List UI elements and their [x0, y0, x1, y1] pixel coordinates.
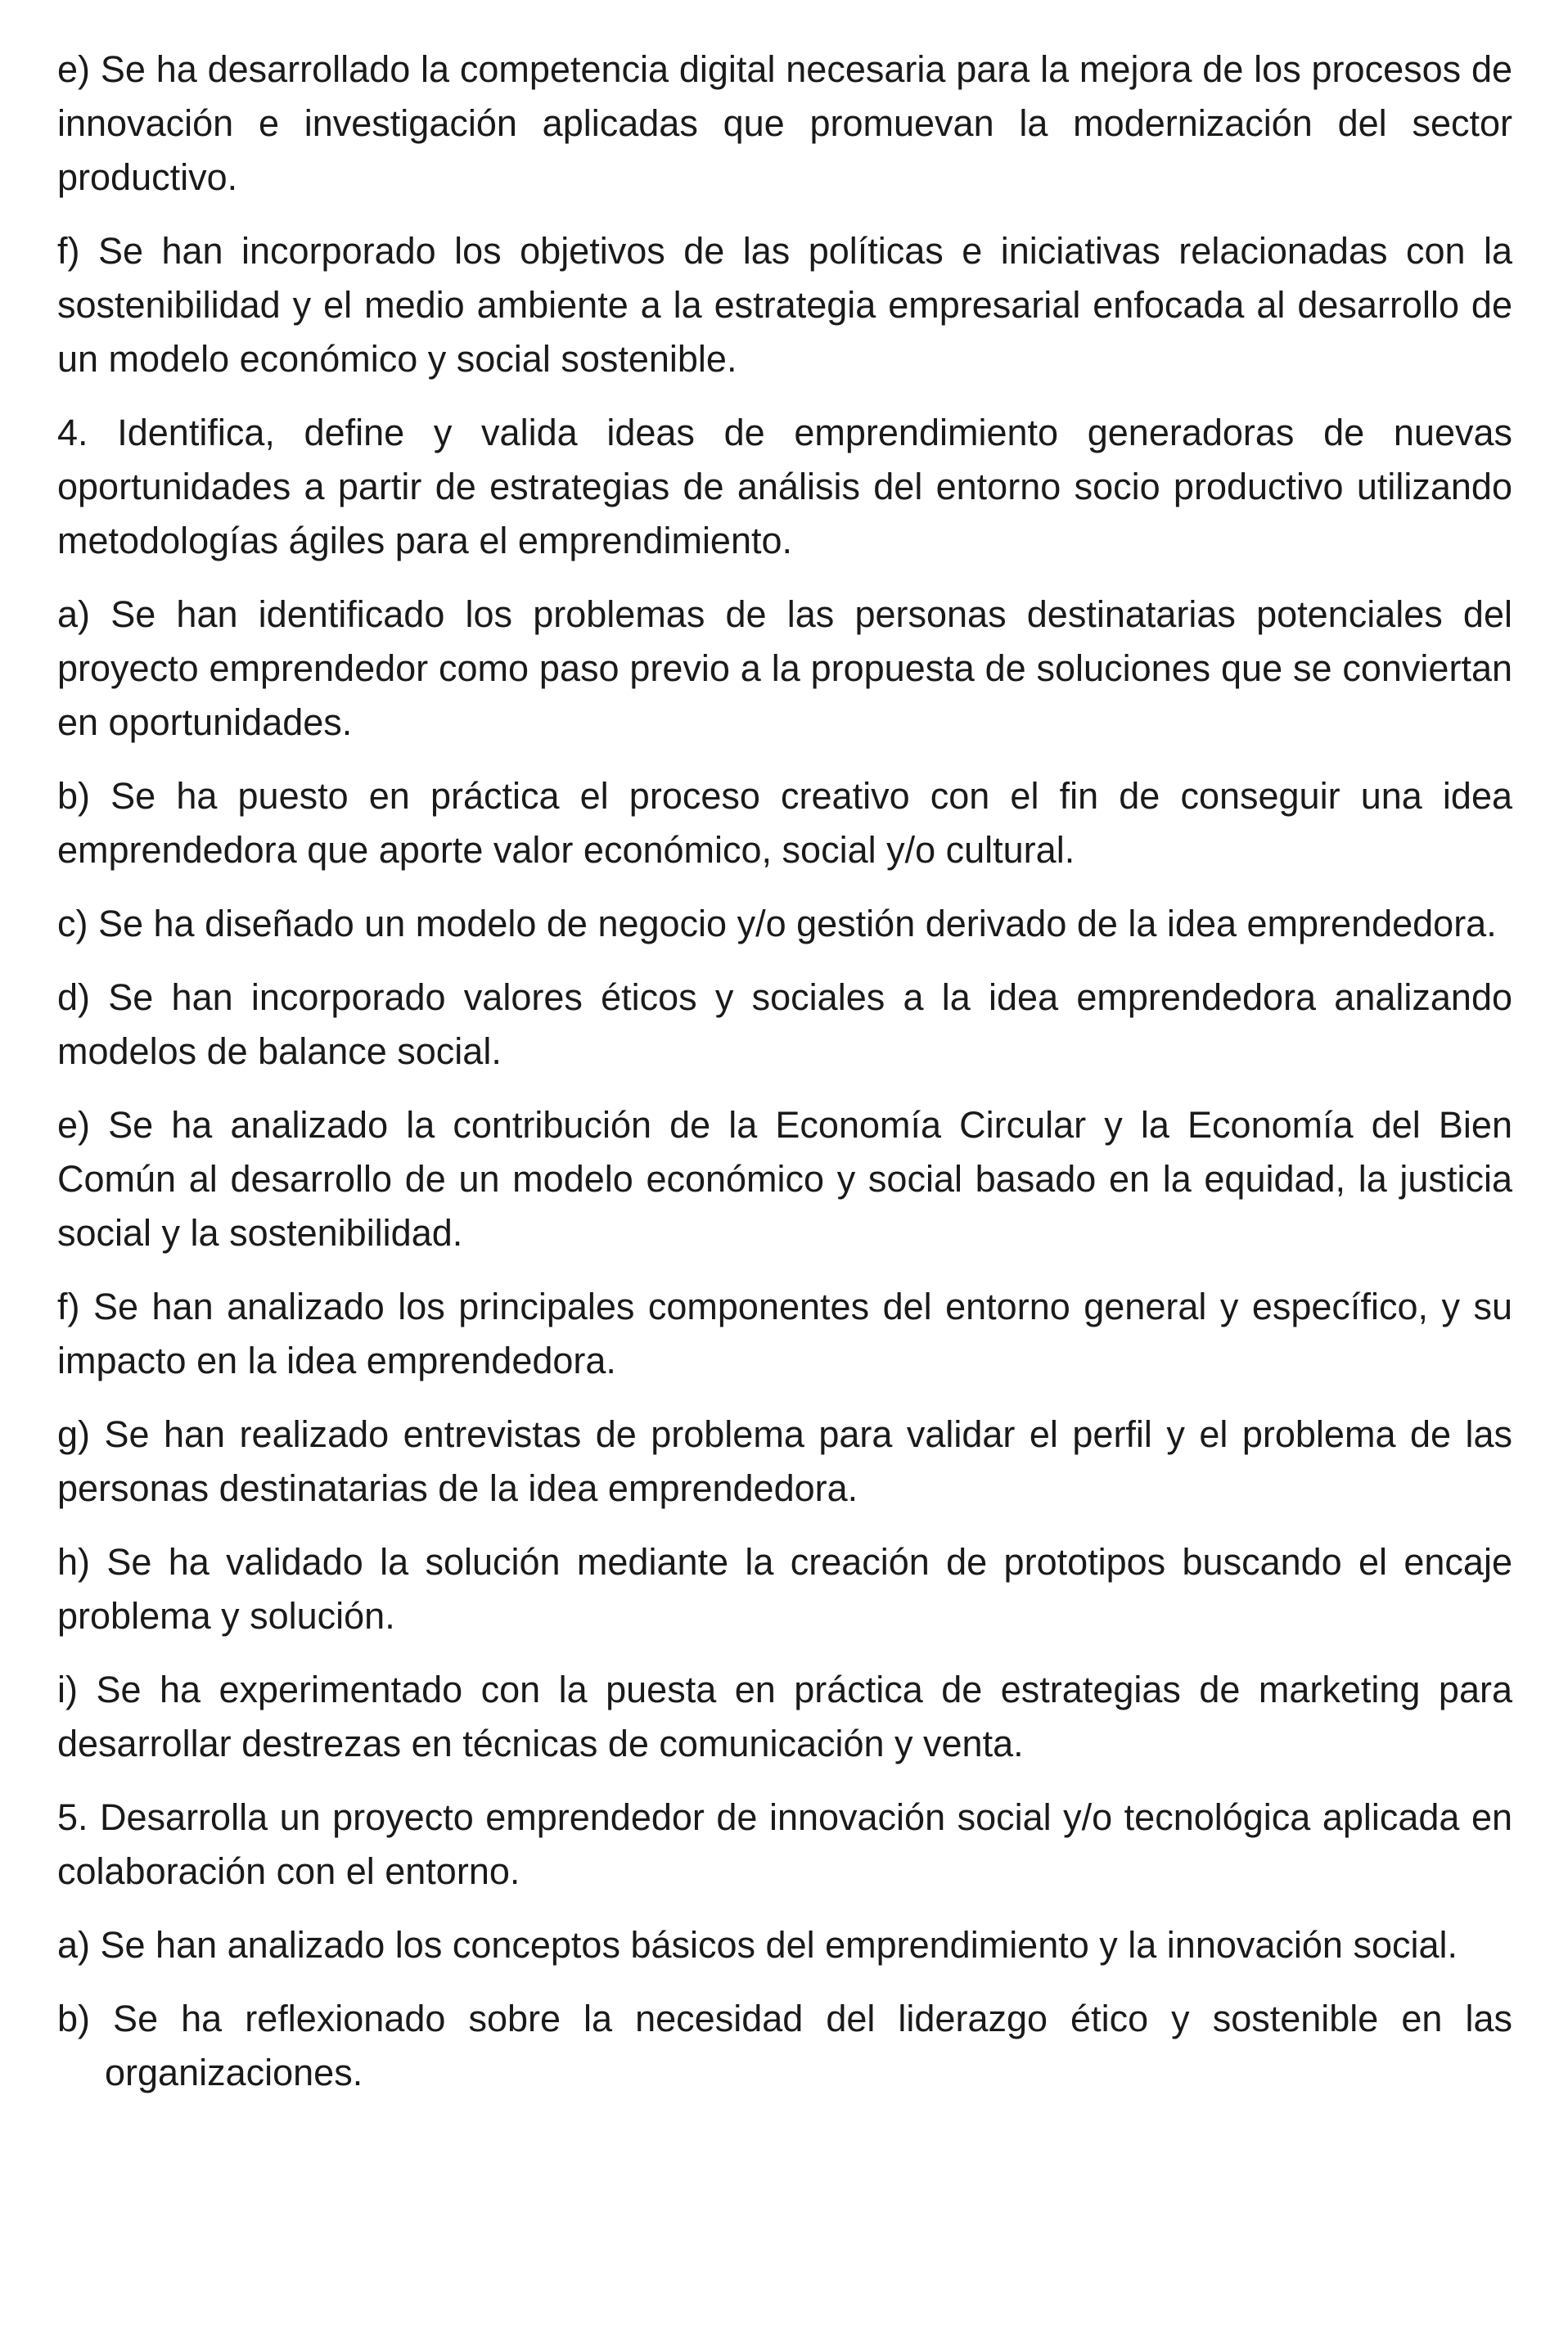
criterion-e-circular-economy: e) Se ha analizado la contribución de la Economía Circular y la Economía del Bien Común al desarrollo de un modelo económico y social basado en la equidad, la justicia social y la sostenibilidad.: [57, 1104, 1512, 1254]
document-page: [57, 43, 1512, 2120]
criterion-c-business-model: c) Se ha diseñado un modelo de negocio y/o gestión derivado de la idea emprendedora.: [57, 903, 1497, 944]
criterion-f-sustainability-policies: f) Se han incorporado los objetivos de las políticas e iniciativas relacionadas con la sostenibilidad y el medio ambiente a la estrategia empresarial enfocada al desarrollo de un modelo económico y social sostenible.: [57, 230, 1512, 380]
criterion-b-ethical-leadership: b) Se ha reflexionado sobre la necesidad del liderazgo ético y sostenible en las organizaciones.: [57, 1998, 1512, 2093]
criterion-g-problem-interviews: g) Se han realizado entrevistas de problema para validar el perfil y el problema de las personas destinatarias de la idea emprendedora.: [57, 1413, 1512, 1509]
learning-outcome-5: 5. Desarrolla un proyecto emprendedor de innovación social y/o tecnológica aplicada en colaboración con el entorno.: [57, 1796, 1512, 1892]
learning-outcome-4: 4. Identifica, define y valida ideas de emprendimiento generadoras de nuevas oportunidades a partir de estrategias de análisis del entorno socio productivo utilizando metodologías ágiles para el emprendimiento.: [57, 412, 1512, 561]
criterion-a-basic-concepts: a) Se han analizado los conceptos básicos del emprendimiento y la innovación social.: [57, 1924, 1458, 1966]
criterion-f-environment-components: f) Se han analizado los principales componentes del entorno general y específico, y su impacto en la idea emprendedora.: [57, 1286, 1512, 1381]
criterion-d-ethical-values: d) Se han incorporado valores éticos y sociales a la idea emprendedora analizando modelos de balance social.: [57, 976, 1512, 1072]
criterion-b-creative-process: b) Se ha puesto en práctica el proceso creativo con el fin de conseguir una idea emprendedora que aporte valor económico, social y/o cultural.: [57, 775, 1512, 871]
criterion-h-prototypes: h) Se ha validado la solución mediante la creación de prototipos buscando el encaje problema y solución.: [57, 1541, 1512, 1637]
criterion-i-marketing: i) Se ha experimentado con la puesta en práctica de estrategias de marketing para desarrollar destrezas en técnicas de comunicación y venta.: [57, 1669, 1512, 1764]
criterion-e-digital-competence: e) Se ha desarrollado la competencia digital necesaria para la mejora de los procesos de innovación e investigación aplicadas que promuevan la modernización del sector productivo.: [57, 48, 1512, 198]
criterion-a-identify-problems: a) Se han identificado los problemas de las personas destinatarias potenciales del proyecto emprendedor como paso previo a la propuesta de soluciones que se conviertan en oportunidades.: [57, 593, 1512, 743]
